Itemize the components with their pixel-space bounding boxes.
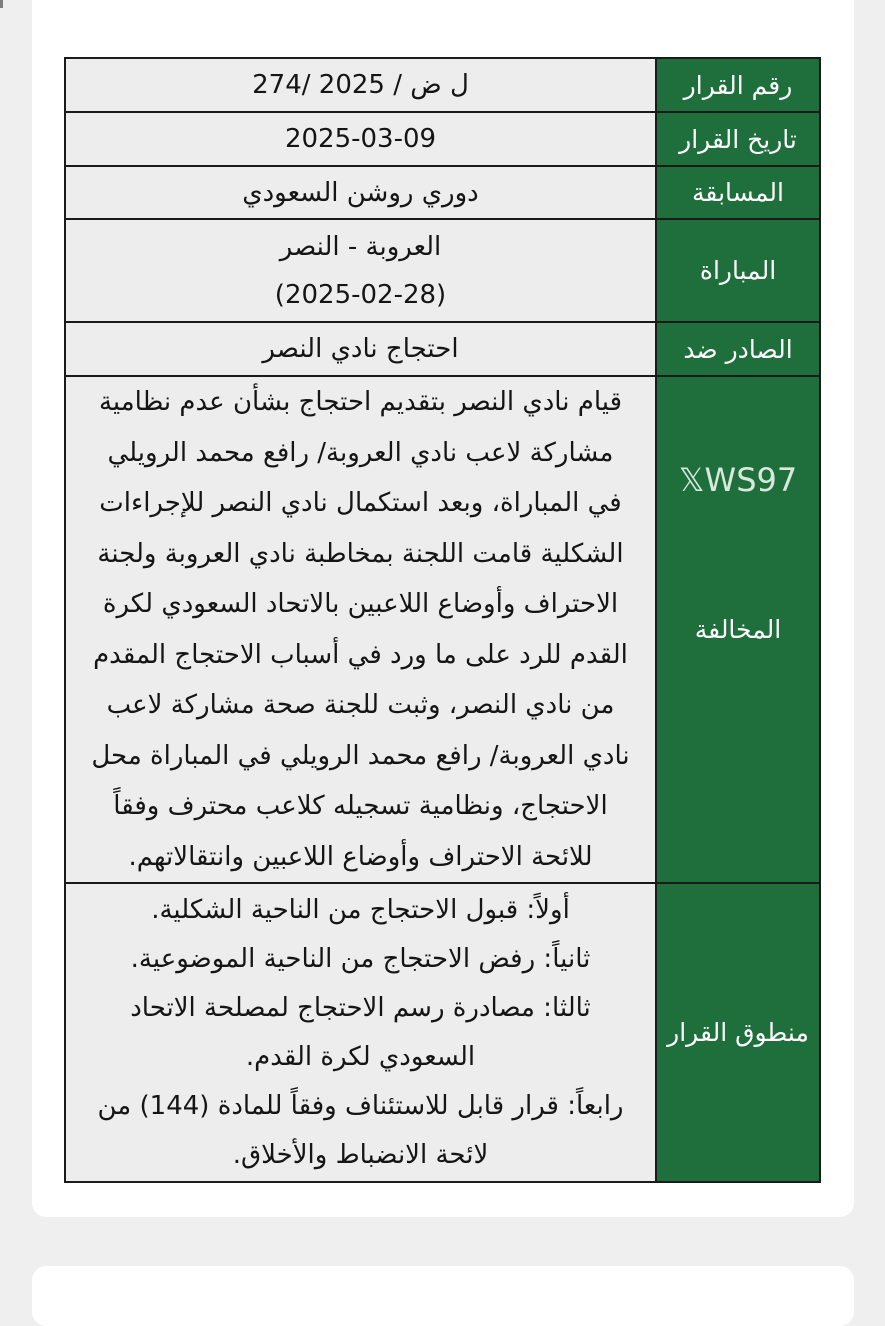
- value-issued-against: احتجاج نادي النصر: [65, 322, 656, 376]
- watermark-text: 𝕏WS97: [678, 461, 798, 499]
- violation-line: قيام نادي النصر بتقديم احتجاج بشأن عدم نظامية: [98, 387, 623, 417]
- label-decision-date: تاريخ القرار: [656, 112, 820, 166]
- violation-line: من نادي النصر، وثبت للجنة صحة مشاركة لاعب: [106, 690, 615, 720]
- violation-line: في المباراة، وبعد استكمال نادي النصر للإجراءات: [99, 488, 622, 518]
- next-card: [32, 1266, 854, 1326]
- row-match: [65, 219, 820, 322]
- label-ruling: منطوق القرار: [656, 883, 820, 1182]
- left-edge-marker: [0, 0, 3, 8]
- ruling-line: لائحة الانضباط والأخلاق.: [232, 1139, 489, 1170]
- violation-line: الشكلية قامت اللجنة بمخاطبة نادي العروبة ولجنة: [97, 538, 624, 569]
- decision-number-text: 274/ ل ض / 2025: [252, 70, 469, 100]
- ruling-line: ثانياً: رفض الاحتجاج من الناحية الموضوعية.: [130, 943, 591, 974]
- violation-label-text: المخالفة: [694, 615, 782, 644]
- violation-line: الاحتجاج، ونظامية تسجيله كلاعب محترف وفقاً: [113, 791, 608, 821]
- row-decision-number: [65, 58, 820, 112]
- label-decision-number: رقم القرار: [656, 58, 820, 112]
- violation-line: مشاركة لاعب نادي العروبة/ رافع محمد الرويلي: [107, 437, 614, 468]
- label-match: المباراة: [656, 219, 820, 322]
- ruling-line: السعودي لكرة القدم.: [245, 1041, 476, 1072]
- violation-line: نادي العروبة/ رافع محمد الرويلي في المباراة محل: [91, 740, 630, 771]
- violation-line: الاحتراف وأوضاع اللاعبين بالاتحاد السعودي لكرة: [102, 589, 619, 619]
- decision-table: [64, 57, 821, 1183]
- value-match: [65, 219, 656, 322]
- value-decision-number: [65, 58, 656, 112]
- value-ruling: [65, 883, 656, 1182]
- row-violation: [65, 376, 820, 883]
- value-violation: [65, 376, 656, 883]
- ruling-line: أولاً: قبول الاحتجاج من الناحية الشكلية.: [151, 894, 570, 925]
- value-competition: دوري روشن السعودي: [65, 166, 656, 219]
- row-decision-date: [65, 112, 820, 166]
- violation-line: القدم للرد على ما ورد في أسباب الاحتجاج المقدم: [93, 639, 628, 670]
- row-ruling: [65, 883, 820, 1182]
- label-competition: المسابقة: [656, 166, 820, 219]
- label-violation: [656, 376, 820, 883]
- value-decision-date: 2025-03-09: [65, 112, 656, 166]
- label-issued-against: الصادر ضد: [656, 322, 820, 376]
- ruling-line: رابعاً: قرار قابل للاستئناف وفقاً للمادة (144) من: [97, 1090, 624, 1121]
- match-date: (2025-02-28): [274, 279, 447, 310]
- violation-line: للائحة الاحتراف وأوضاع اللاعبين وانتقالاتهم.: [128, 841, 593, 872]
- ruling-line: ثالثا: مصادرة رسم الاحتجاج لمصلحة الاتحاد: [130, 992, 591, 1023]
- row-competition: [65, 166, 820, 219]
- row-issued-against: [65, 322, 820, 376]
- match-teams: العروبة - النصر: [279, 231, 442, 262]
